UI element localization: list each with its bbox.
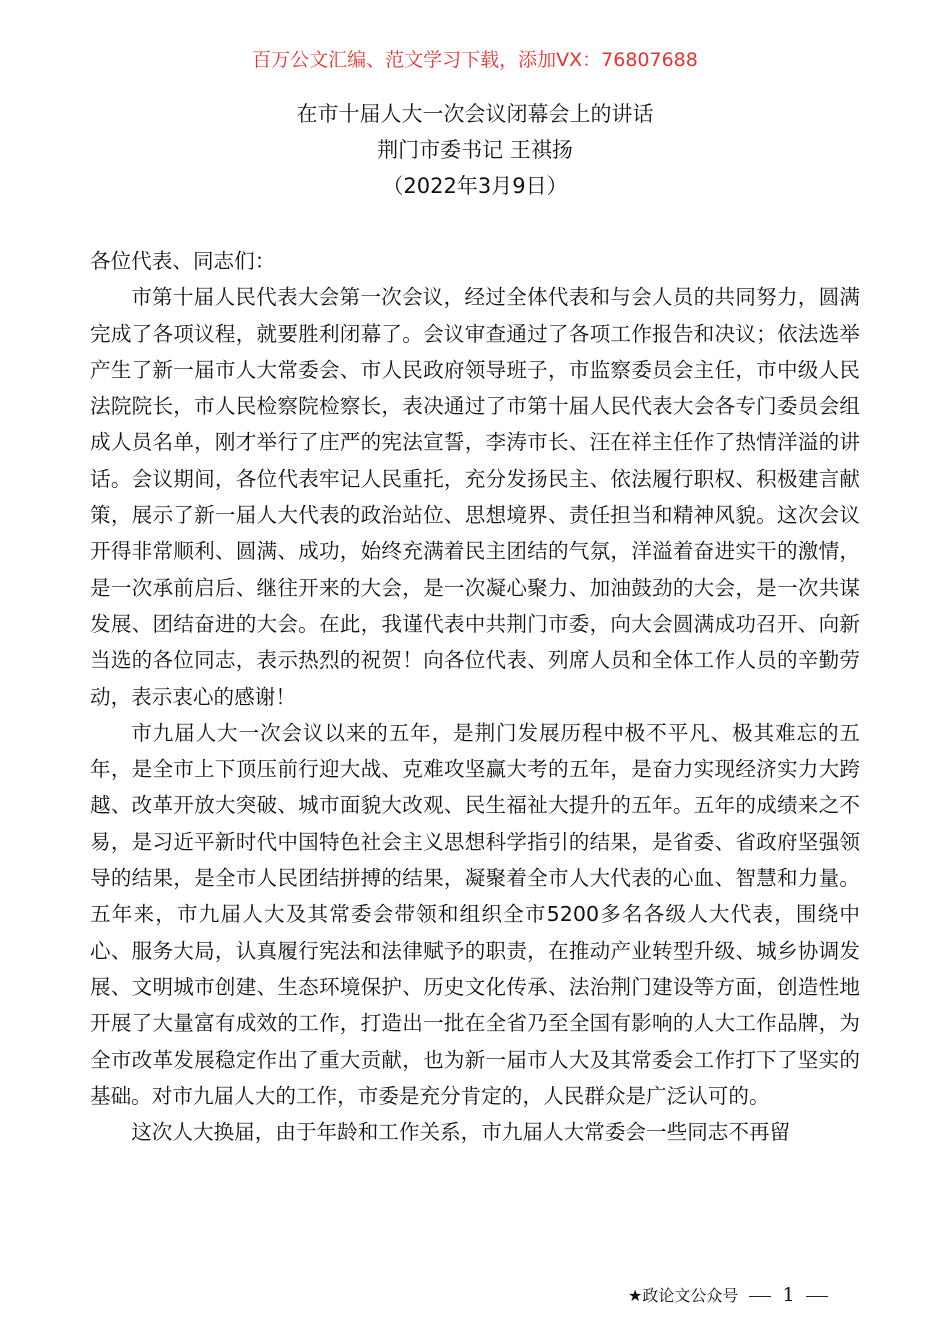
document-body [90, 243, 860, 1150]
footer-dash-left [749, 1296, 771, 1297]
salutation: 各位代表、同志们： [90, 249, 276, 273]
footer-dash-right [806, 1296, 828, 1297]
paragraph: 市九届人大一次会议以来的五年，是荆门发展历程中极不平凡、极其难忘的五年，是全市上下顶压前行迎大战、克难攻坚赢大考的五年，是奋力实现经济实力大跨越、改革开放大突破、城市面貌大改观、民生福祉大提升的五年。五年的成绩来之不易，是习近平新时代中国特色社会主义思想科学指引的结果，是省委、省政府坚强领导的结果，是全市人民团结拼搏的结果，凝聚着全市人大代表的心血、智慧和力量。五年来，市九届人大及其常委会带领和组织全市5200多名各级人大代表，围绕中心、服务大局，认真履行宪法和法律赋予的职责，在推动产业转型升级、城乡协调发展、文明城市创建、生态环境保护、历史文化传承、法治荆门建设等方面，创造性地开展了大量富有成效的工作，打造出一批在全省乃至全国有影响的人大工作品牌，为全市改革发展稳定作出了重大贡献，也为新一届市人大及其常委会工作打下了坚实的基础。对市九届人大的工作，市委是充分肯定的，人民群众是广泛认可的。 [90, 720, 860, 1108]
document-date: （2022年3月9日） [382, 174, 568, 198]
footer-source: ★政论文公众号 [628, 1286, 739, 1305]
paragraph: 这次人大换届，由于年龄和工作关系，市九届人大常委会一些同志不再留 [131, 1120, 791, 1145]
document-title: 在市十届人大一次会议闭幕会上的讲话 [296, 102, 654, 126]
document-author: 荆门市委书记 王祺扬 [377, 138, 573, 162]
download-banner: 百万公文汇编、范文学习下载，添加VX：76807688 [252, 49, 698, 71]
page-footer [628, 1280, 888, 1310]
page-number: 1 [782, 1284, 795, 1306]
document-header [0, 96, 950, 204]
paragraph: 市第十届人民代表大会第一次会议，经过全体代表和与会人员的共同努力，圆满完成了各项议程，就要胜利闭幕了。会议审查通过了各项工作报告和决议；依法选举产生了新一届市人大常委会、市人民政府领导班子，市监察委员会主任，市中级人民法院院长，市人民检察院检察长，表决通过了市第十届人民代表大会各专门委员会组成人员名单，刚才举行了庄严的宪法宣誓，李涛市长、汪在祥主任作了热情洋溢的讲话。会议期间，各位代表牢记人民重托，充分发扬民主、依法履行职权、积极建言献策，展示了新一届人大代表的政治站位、思想境界、责任担当和精神风貌。这次会议开得非常顺利、圆满、成功，始终充满着民主团结的气氛，洋溢着奋进实干的激情，是一次承前启后、继往开来的大会，是一次凝心聚力、加油鼓劲的大会，是一次共谋发展、团结奋进的大会。在此，我谨代表中共荆门市委，向大会圆满成功召开、向新当选的各位同志，表示热烈的祝贺！向各位代表、列席人员和全体工作人员的辛勤劳动，表示衷心的感谢！ [90, 285, 860, 709]
